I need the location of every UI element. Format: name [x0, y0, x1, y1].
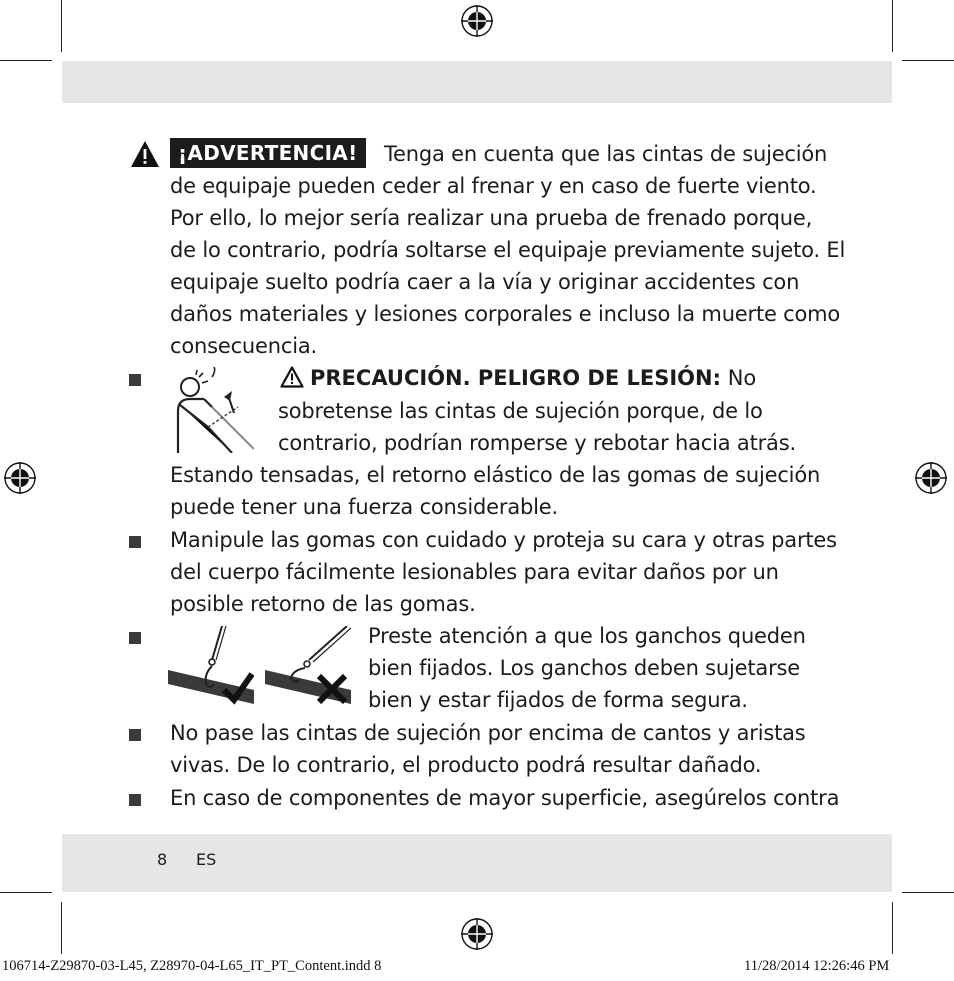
bullet-text-line: posible retorno de las gomas. — [170, 592, 476, 616]
crop-mark — [902, 892, 954, 893]
warning-triangle-icon — [280, 366, 304, 388]
warning-text-line: consecuencia. — [170, 334, 317, 358]
crop-mark — [902, 60, 954, 61]
crop-mark — [61, 902, 62, 954]
warning-text-line: de equipaje pueden ceder al frenar y en caso de fuerte viento. — [170, 174, 817, 198]
caution-text-line: Estando tensadas, el retorno elástico de las gomas de sujeción — [170, 463, 821, 487]
registration-mark-icon — [460, 4, 494, 38]
warning-text-line: Tenga en cuenta que las cintas de sujeción — [384, 142, 828, 166]
crop-mark — [892, 0, 893, 52]
warning-text-line: equipaje suelto podría caer a la vía y originar accidentes con — [170, 270, 800, 294]
crop-mark — [892, 902, 893, 954]
bullet-text-line: del cuerpo fácilmente lesionables para evitar daños por un — [170, 560, 779, 584]
crop-mark — [0, 892, 52, 893]
caution-text: No — [727, 366, 757, 390]
crop-mark — [61, 0, 62, 52]
language-code: ES — [196, 850, 217, 869]
print-slug-datetime: 11/28/2014 12:26:46 PM — [744, 958, 890, 974]
warning-text-line: daños materiales y lesiones corporales e incluso la muerte como — [170, 302, 841, 326]
caution-text-line: contrario, podrían romperse y rebotar hacia atrás. — [278, 431, 796, 455]
warning-label: ¡ADVERTENCIA! — [170, 138, 366, 168]
registration-mark-icon — [460, 917, 494, 951]
bullet-text-line: bien y estar fijados de forma segura. — [368, 688, 748, 712]
registration-mark-icon — [914, 461, 948, 495]
bullet-text-line: En caso de componentes de mayor superficie, asegúrelos contra — [170, 786, 840, 810]
hook-correct-illustration — [168, 626, 254, 708]
registration-mark-icon — [3, 461, 37, 495]
hook-incorrect-illustration — [265, 626, 351, 708]
footer-band — [62, 834, 892, 892]
warning-text-line: Por ello, lo mejor sería realizar una prueba de frenado porque, — [170, 206, 813, 230]
bullet-marker — [129, 729, 141, 741]
bullet-text-line: No pase las cintas de sujeción por encima de cantos y aristas — [170, 721, 806, 745]
caution-text-line: sobretense las cintas de sujeción porque, de lo — [278, 399, 763, 423]
crop-mark — [0, 60, 52, 61]
print-slug-file: 106714-Z29870-03-L45, Z28970-04-L65_IT_PT_Content.indd 8 — [2, 958, 382, 974]
person-overstretching-strap-illustration — [168, 367, 254, 453]
warning-text-line: de lo contrario, podría soltarse el equipaje previamente sujeto. El — [170, 238, 846, 262]
caution-heading: PRECAUCIÓN. PELIGRO DE LESIÓN: — [310, 366, 721, 390]
bullet-text-line: Preste atención a que los ganchos queden — [368, 624, 806, 648]
bullet-marker — [129, 374, 141, 386]
caution-heading-line — [310, 362, 756, 394]
bullet-text-line: bien fijados. Los ganchos deben sujetarse — [368, 656, 800, 680]
bullet-marker — [129, 632, 141, 644]
caution-text-line: puede tener una fuerza considerable. — [170, 495, 558, 519]
bullet-text-line: vivas. De lo contrario, el producto podrá resultar dañado. — [170, 753, 762, 777]
bullet-text-line: Manipule las gomas con cuidado y proteja su cara y otras partes — [170, 528, 837, 552]
header-band — [62, 61, 892, 103]
warning-triangle-icon — [130, 140, 160, 168]
bullet-marker — [129, 536, 141, 548]
page-number: 8 — [157, 850, 168, 869]
bullet-marker — [129, 794, 141, 806]
